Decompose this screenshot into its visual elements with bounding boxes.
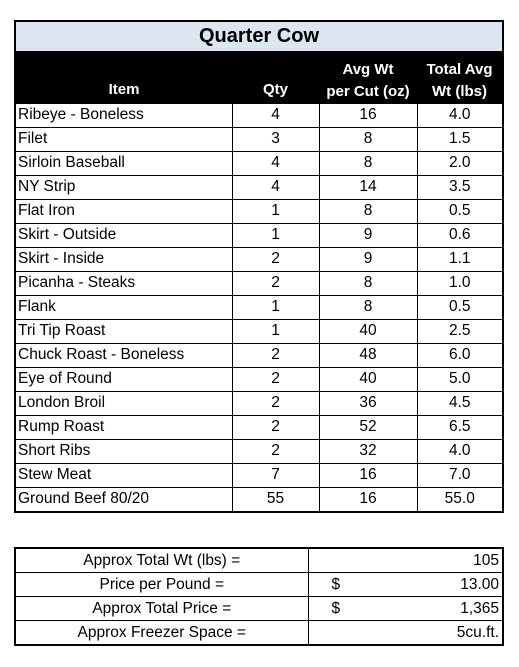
cell-item: Skirt - Outside xyxy=(16,223,232,247)
cell-total-wt: 7.0 xyxy=(417,463,502,487)
cell-qty: 2 xyxy=(232,367,319,391)
summary-row-freezer xyxy=(16,621,502,645)
cell-item: Stew Meat xyxy=(16,463,232,487)
cell-item: Ground Beef 80/20 xyxy=(16,487,232,511)
cell-qty: 1 xyxy=(232,295,319,319)
summary-row-price xyxy=(16,573,502,597)
cell-item: Filet xyxy=(16,127,232,151)
table-title: Quarter Cow xyxy=(16,22,502,53)
cell-qty: 1 xyxy=(232,319,319,343)
cell-total-wt: 2.5 xyxy=(417,319,502,343)
cell-avg-wt: 36 xyxy=(319,391,417,415)
column-header-total-wt xyxy=(417,53,502,103)
cell-qty: 2 xyxy=(232,247,319,271)
cell-qty: 4 xyxy=(232,151,319,175)
cell-qty: 3 xyxy=(232,127,319,151)
cell-avg-wt: 8 xyxy=(319,127,417,151)
cell-qty: 2 xyxy=(232,271,319,295)
cell-avg-wt: 16 xyxy=(319,103,417,127)
total-price-currency: $ xyxy=(331,599,341,617)
cell-item: London Broil xyxy=(16,391,232,415)
table-row xyxy=(16,199,502,223)
table-row xyxy=(16,487,502,511)
cell-avg-wt: 52 xyxy=(319,415,417,439)
cell-item: Sirloin Baseball xyxy=(16,151,232,175)
total-price-cell xyxy=(308,597,502,621)
table-row xyxy=(16,439,502,463)
table-row xyxy=(16,343,502,367)
cell-avg-wt: 16 xyxy=(319,487,417,511)
cell-total-wt: 1.1 xyxy=(417,247,502,271)
cell-item: Chuck Roast - Boneless xyxy=(16,343,232,367)
cell-avg-wt: 8 xyxy=(319,271,417,295)
column-header-item: Item xyxy=(16,53,232,103)
summary-row-total-price xyxy=(16,597,502,621)
cell-qty: 4 xyxy=(232,103,319,127)
price-per-pound-cell xyxy=(308,573,502,597)
cell-total-wt: 4.0 xyxy=(417,103,502,127)
cell-item: Tri Tip Roast xyxy=(16,319,232,343)
table-row xyxy=(16,247,502,271)
header-row xyxy=(16,53,502,103)
cell-total-wt: 6.0 xyxy=(417,343,502,367)
column-header-avg-wt-line1: Avg Wt xyxy=(342,60,394,78)
table-row xyxy=(16,103,502,127)
table-row xyxy=(16,271,502,295)
cell-item: Flank xyxy=(16,295,232,319)
cell-total-wt: 5.0 xyxy=(417,367,502,391)
total-price-value: 1,365 xyxy=(460,599,499,617)
cell-item: Skirt - Inside xyxy=(16,247,232,271)
cell-item: Rump Roast xyxy=(16,415,232,439)
price-per-pound-value: 13.00 xyxy=(460,575,499,593)
quarter-cow-table xyxy=(14,20,504,513)
column-header-avg-wt xyxy=(319,53,417,103)
summary-table xyxy=(14,547,504,646)
cell-qty: 55 xyxy=(232,487,319,511)
table-row xyxy=(16,223,502,247)
cell-avg-wt: 48 xyxy=(319,343,417,367)
table-row xyxy=(16,127,502,151)
freezer-space-label: Approx Freezer Space = xyxy=(16,621,308,645)
total-wt-label: Approx Total Wt (lbs) = xyxy=(16,549,308,573)
cell-qty: 7 xyxy=(232,463,319,487)
cell-avg-wt: 8 xyxy=(319,295,417,319)
total-price-label: Approx Total Price = xyxy=(16,597,308,621)
price-currency: $ xyxy=(331,575,341,593)
cell-qty: 2 xyxy=(232,343,319,367)
freezer-space-value: 5cu.ft. xyxy=(308,621,502,645)
cell-qty: 1 xyxy=(232,223,319,247)
column-header-avg-wt-line2: per Cut (oz) xyxy=(326,82,410,100)
cell-total-wt: 55.0 xyxy=(417,487,502,511)
cell-avg-wt: 16 xyxy=(319,463,417,487)
cell-total-wt: 6.5 xyxy=(417,415,502,439)
cell-avg-wt: 9 xyxy=(319,223,417,247)
cell-qty: 2 xyxy=(232,391,319,415)
table-row xyxy=(16,367,502,391)
cell-qty: 4 xyxy=(232,175,319,199)
cell-total-wt: 2.0 xyxy=(417,151,502,175)
price-per-pound-label: Price per Pound = xyxy=(16,573,308,597)
table-row xyxy=(16,151,502,175)
column-header-qty: Qty xyxy=(232,53,319,103)
table-row xyxy=(16,319,502,343)
cell-avg-wt: 14 xyxy=(319,175,417,199)
cell-item: Flat Iron xyxy=(16,199,232,223)
cell-item: NY Strip xyxy=(16,175,232,199)
table-row xyxy=(16,463,502,487)
cell-avg-wt: 8 xyxy=(319,151,417,175)
cell-qty: 2 xyxy=(232,415,319,439)
cell-qty: 1 xyxy=(232,199,319,223)
column-header-total-wt-line2: Wt (lbs) xyxy=(432,82,487,100)
table-row xyxy=(16,415,502,439)
cell-item: Ribeye - Boneless xyxy=(16,103,232,127)
table-row xyxy=(16,391,502,415)
cell-total-wt: 0.5 xyxy=(417,295,502,319)
cell-avg-wt: 8 xyxy=(319,199,417,223)
cell-total-wt: 0.5 xyxy=(417,199,502,223)
cell-qty: 2 xyxy=(232,439,319,463)
table-row xyxy=(16,295,502,319)
cell-item: Picanha - Steaks xyxy=(16,271,232,295)
cell-item: Eye of Round xyxy=(16,367,232,391)
cell-total-wt: 4.5 xyxy=(417,391,502,415)
table-row xyxy=(16,175,502,199)
cell-total-wt: 3.5 xyxy=(417,175,502,199)
cell-total-wt: 0.6 xyxy=(417,223,502,247)
cell-total-wt: 1.5 xyxy=(417,127,502,151)
cell-avg-wt: 9 xyxy=(319,247,417,271)
column-header-total-wt-line1: Total Avg xyxy=(426,60,493,78)
cell-total-wt: 4.0 xyxy=(417,439,502,463)
cuts-table xyxy=(16,53,502,511)
cell-total-wt: 1.0 xyxy=(417,271,502,295)
total-wt-value: 105 xyxy=(308,549,502,573)
cell-item: Short Ribs xyxy=(16,439,232,463)
cell-avg-wt: 32 xyxy=(319,439,417,463)
summary-row-total-wt xyxy=(16,549,502,573)
cell-avg-wt: 40 xyxy=(319,367,417,391)
cell-avg-wt: 40 xyxy=(319,319,417,343)
